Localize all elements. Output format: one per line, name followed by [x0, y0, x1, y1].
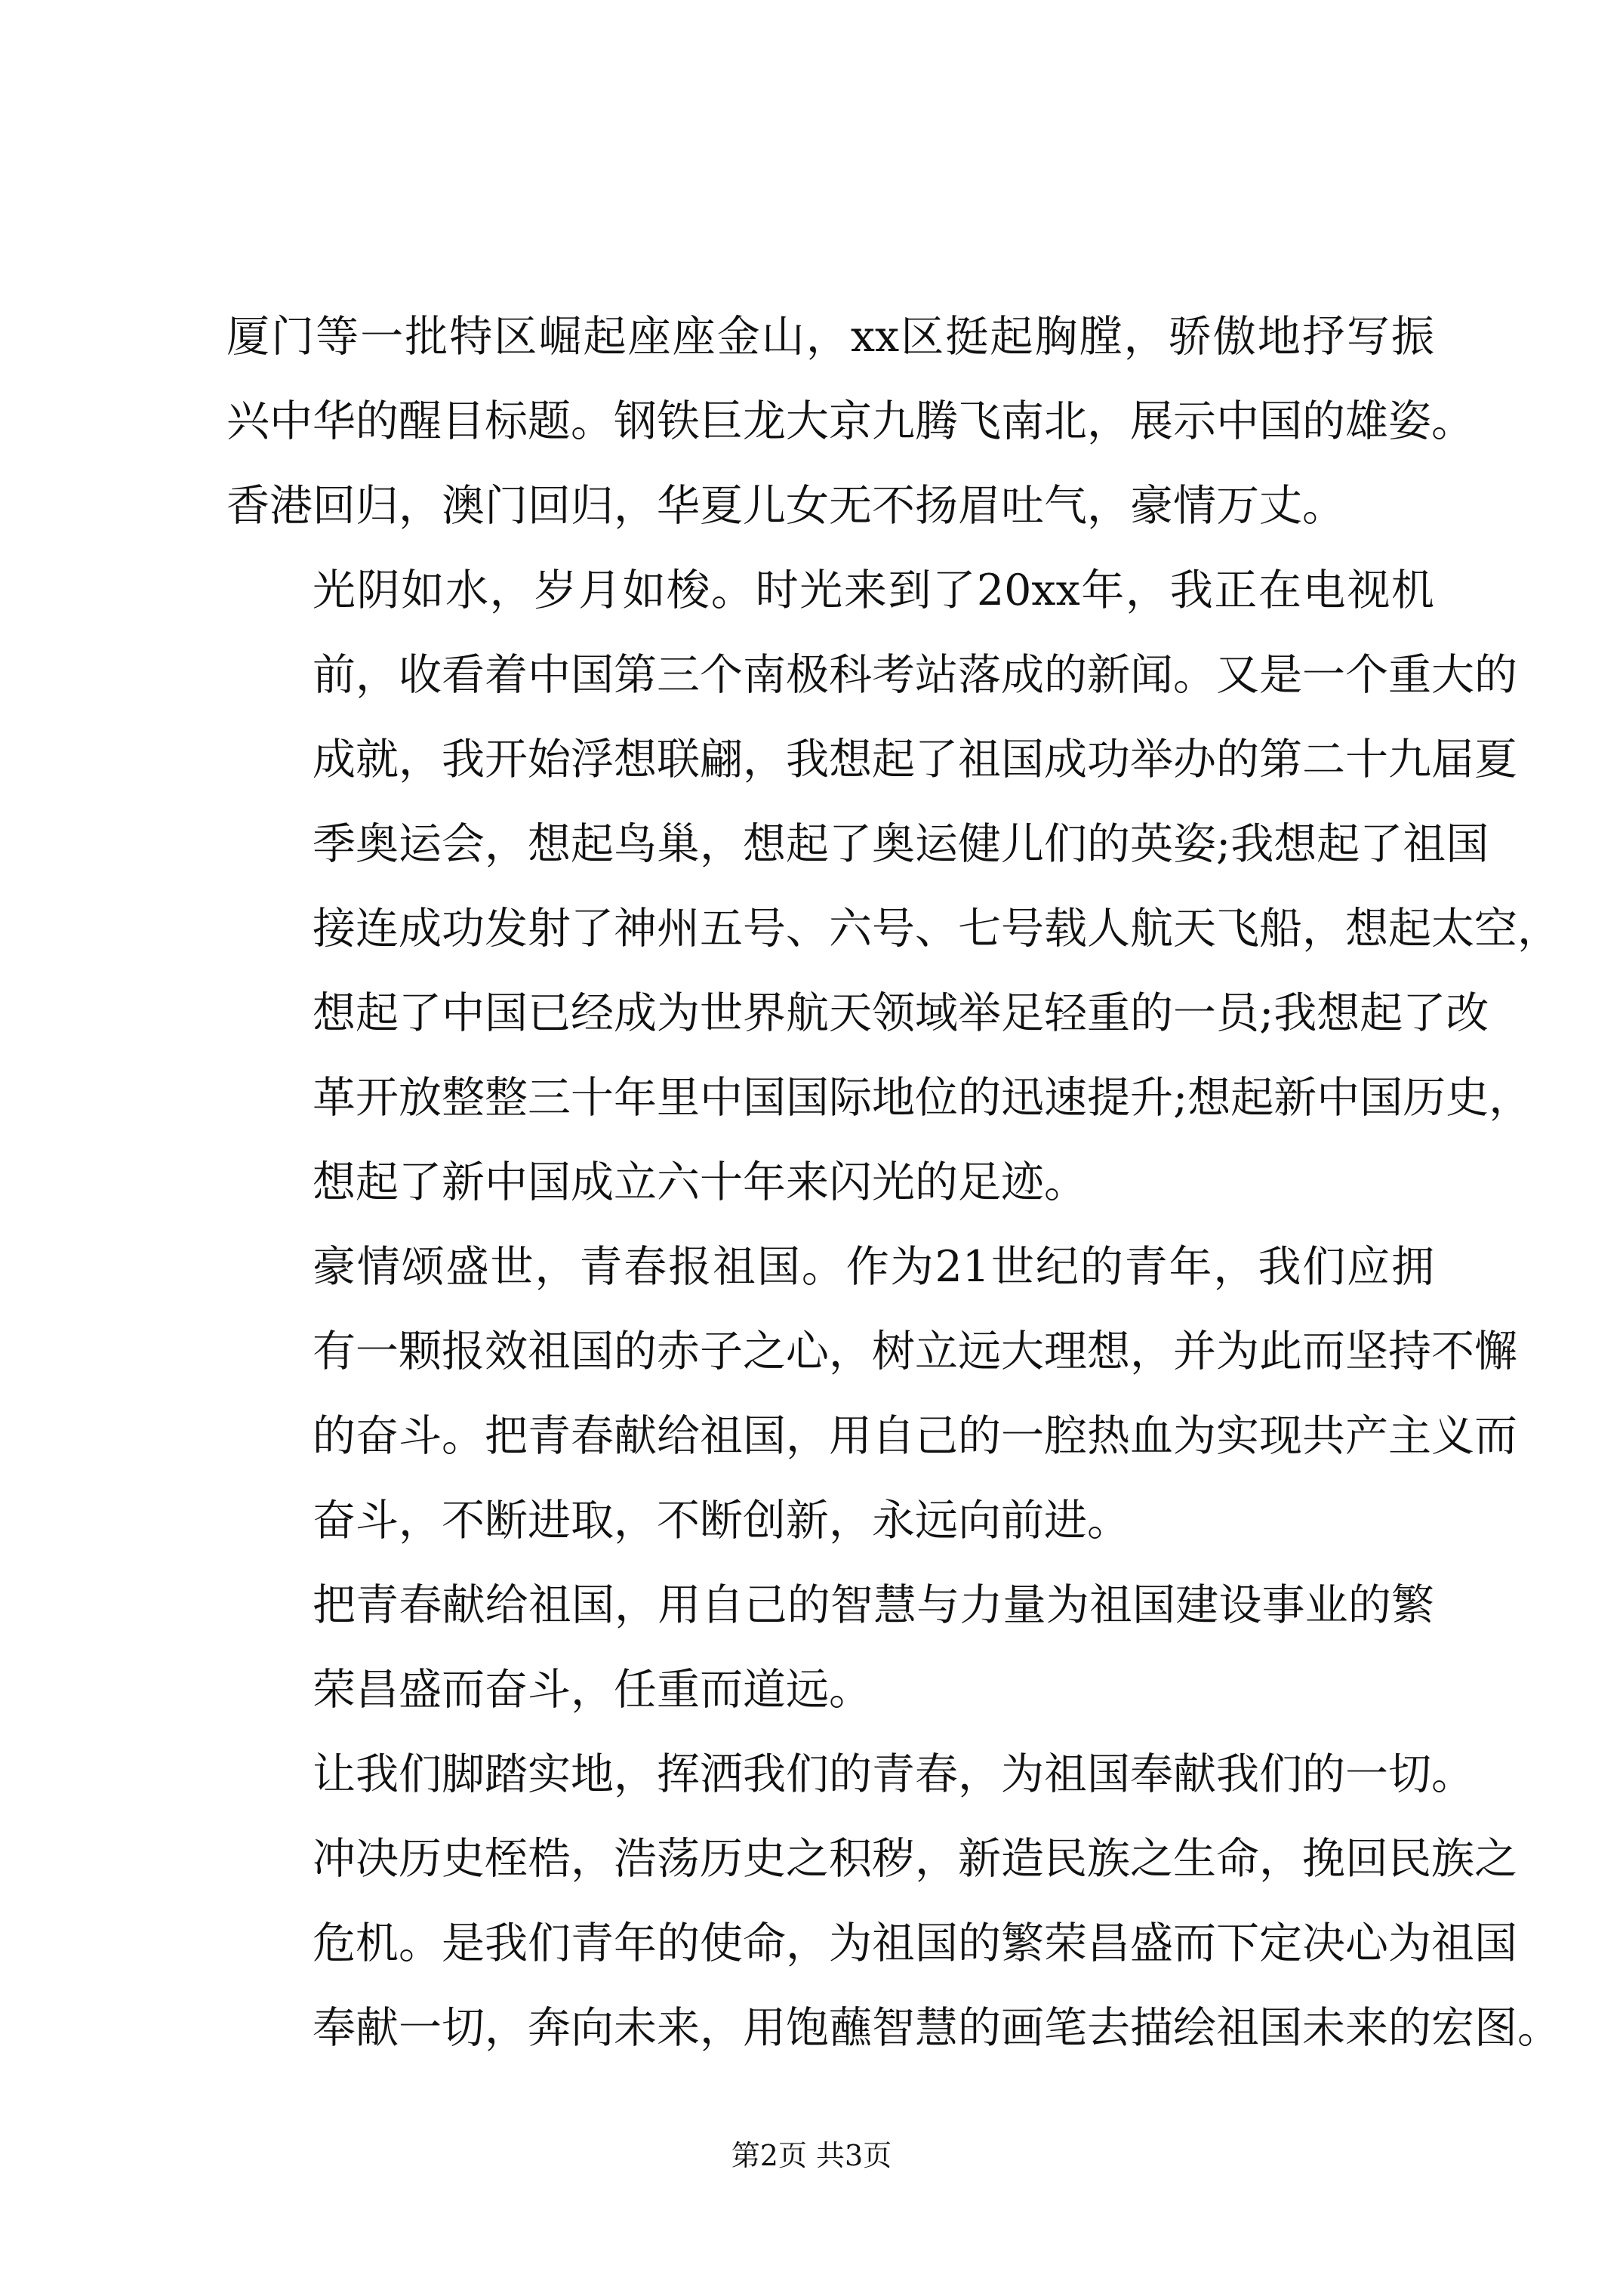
text-line: 奋斗，不断进取，不断创新，永远向前进。 [313, 1496, 1130, 1546]
text-line: 季奥运会，想起鸟巢，想起了奥运健儿们的英姿;我想起了祖国 [313, 819, 1489, 869]
text-line: 成就，我开始浮想联翩，我想起了祖国成功举办的第二十九届夏 [313, 735, 1517, 784]
text-line: 前，收看着中国第三个南极科考站落成的新闻。又是一个重大的 [313, 650, 1517, 700]
text-line: 冲决历史桎梏，浩荡历史之积秽，新造民族之生命，挽回民族之 [313, 1834, 1517, 1884]
paragraph-1 [226, 294, 1474, 548]
text-line: 光阴如水，岁月如梭。时光来到了20xx年，我正在电视机 [313, 566, 1434, 615]
text-line: 革开放整整三十年里中国国际地位的迅速提升;想起新中国历史， [313, 1073, 1532, 1123]
text-line: 有一颗报效祖国的赤子之心，树立远大理想，并为此而坚持不懈 [313, 1327, 1517, 1376]
text-line: 厦门等一批特区崛起座座金山，xx区挺起胸膛，骄傲地抒写振 [226, 312, 1434, 362]
text-line: 香港回归，澳门回归，华夏儿女无不扬眉吐气，豪情万丈。 [226, 481, 1345, 531]
text-line: 兴中华的醒目标题。钢铁巨龙大京九腾飞南北，展示中国的雄姿。 [226, 396, 1474, 446]
text-line: 奉献一切，奔向未来，用饱蘸智慧的画笔去描绘祖国未来的宏图。 [313, 2003, 1560, 2053]
paragraph-2 [226, 548, 1560, 1225]
paragraph-3 [226, 1225, 1517, 1563]
text-line: 豪情颂盛世，青春报祖国。作为21世纪的青年，我们应拥 [313, 1242, 1434, 1292]
text-line: 让我们脚踏实地，挥洒我们的青春，为祖国奉献我们的一切。 [313, 1749, 1474, 1799]
text-line: 想起了中国已经成为世界航天领域举足轻重的一员;我想起了改 [313, 988, 1489, 1038]
text-line: 接连成功发射了神州五号、六号、七号载人航天飞船，想起太空， [313, 904, 1560, 954]
text-line: 想起了新中国成立六十年来闪光的足迹。 [313, 1157, 1087, 1207]
text-line: 荣昌盛而奋斗，任重而道远。 [313, 1665, 872, 1715]
text-line: 把青春献给祖国，用自己的智慧与力量为祖国建设事业的繁 [313, 1580, 1434, 1630]
page-footer: 第2页 共3页 [731, 2139, 892, 2172]
text-line: 危机。是我们青年的使命，为祖国的繁荣昌盛而下定决心为祖国 [313, 1918, 1517, 1968]
document-body [226, 294, 1560, 2070]
text-line: 的奋斗。把青春献给祖国，用自己的一腔热血为实现共产主义而 [313, 1411, 1517, 1461]
paragraph-5 [226, 1732, 1560, 2070]
paragraph-4 [226, 1563, 1434, 1732]
